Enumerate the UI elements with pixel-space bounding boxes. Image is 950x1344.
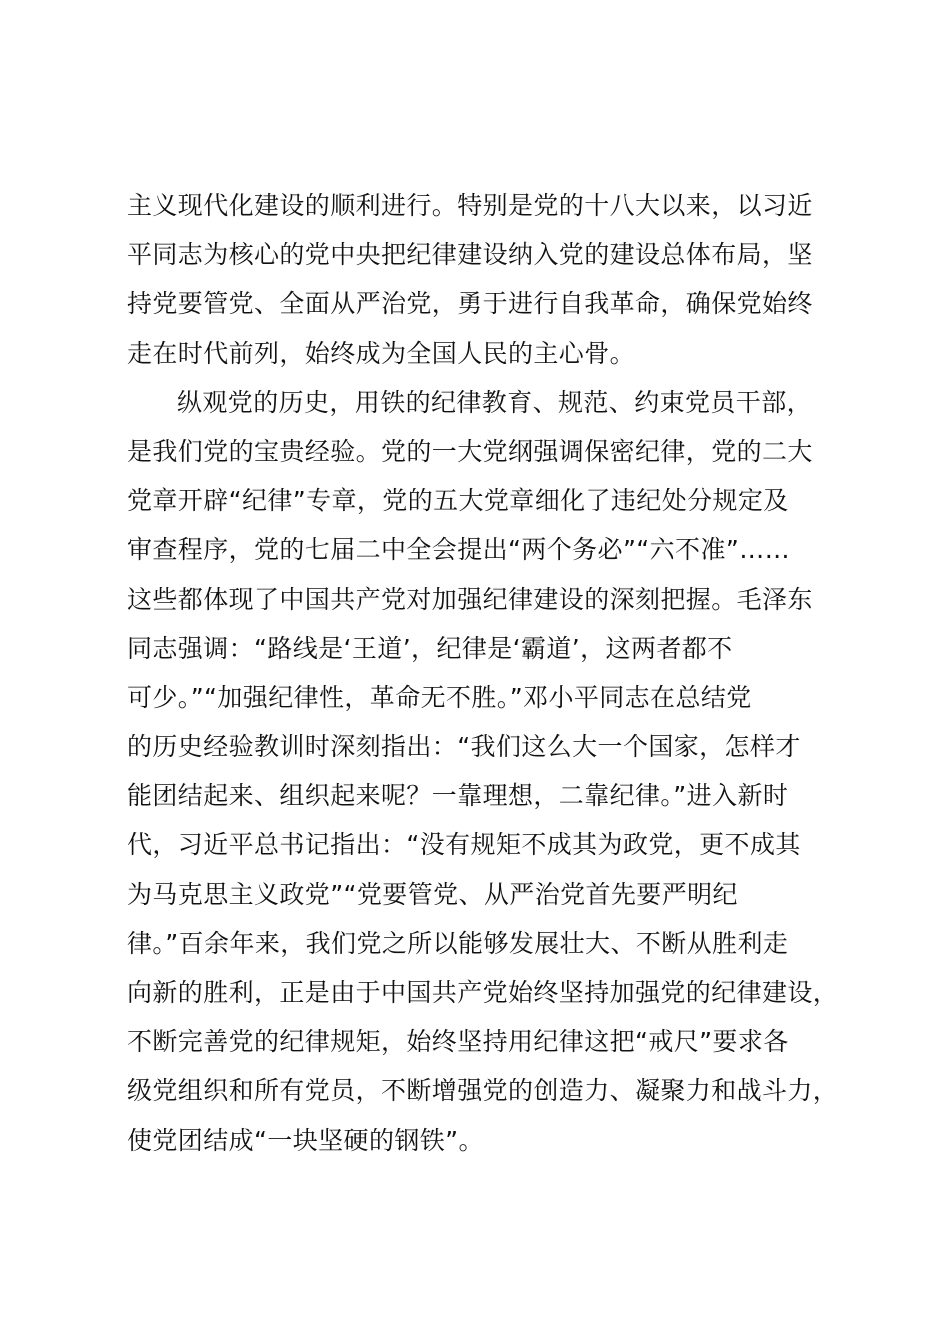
text-line: 主义现代化建设的顺利进行。特别是党的十八大以来，以习近 — [127, 191, 813, 220]
text-line: 持党要管党、全面从严治党，勇于进行自我革命，确保党始终 — [127, 289, 813, 319]
text-line: 是我们党的宝贵经验。党的一大党纲强调保密纪律，党的二大 — [127, 436, 813, 466]
text-line: 走在时代前列，始终成为全国人民的主心骨。 — [127, 338, 636, 368]
text-line: 律。”百余年来，我们党之所以能够发展壮大、不断从胜利走 — [127, 928, 789, 958]
text-line: 可少。”“加强纪律性，革命无不胜。”邓小平同志在总结党 — [127, 682, 752, 712]
text-line: 这些都体现了中国共产党对加强纪律建设的深刻把握。毛泽东 — [127, 584, 813, 614]
text-line: 党章开辟“纪律”专章，党的五大党章细化了违纪处分规定及 — [127, 486, 789, 516]
text-line: 纵观党的历史，用铁的纪律教育、规范、约束党员干部， — [177, 387, 813, 417]
text-line: 审查程序，党的七届二中全会提出“两个务必”“六不准”…… — [127, 535, 791, 565]
paragraph-2 — [127, 378, 847, 1165]
text-line: 的历史经验教训时深刻指出：“我们这么大一个国家，怎样才 — [127, 732, 801, 762]
text-line: 能团结起来、组织起来呢？一靠理想，二靠纪律。”进入新时 — [127, 781, 789, 811]
text-line: 同志强调：“路线是‘王道’，纪律是‘霸道’，这两者都不 — [127, 633, 733, 663]
text-line: 使党团结成“一块坚硬的钢铁”。 — [127, 1125, 484, 1155]
paragraph-1 — [127, 181, 847, 378]
text-line: 不断完善党的纪律规矩，始终坚持用纪律这把“戒尺”要求各 — [127, 1027, 789, 1057]
body-text — [127, 181, 847, 1165]
text-line: 平同志为核心的党中央把纪律建设纳入党的建设总体布局，坚 — [127, 240, 813, 270]
text-line: 向新的胜利，正是由于中国共产党始终坚持加强党的纪律建设， — [127, 978, 839, 1007]
text-line: 级党组织和所有党员，不断增强党的创造力、凝聚力和战斗力， — [127, 1076, 839, 1106]
text-line: 代，习近平总书记指出：“没有规矩不成其为政党，更不成其 — [127, 830, 801, 860]
text-line: 为马克思主义政党”“党要管党、从严治党首先要严明纪 — [127, 879, 738, 909]
